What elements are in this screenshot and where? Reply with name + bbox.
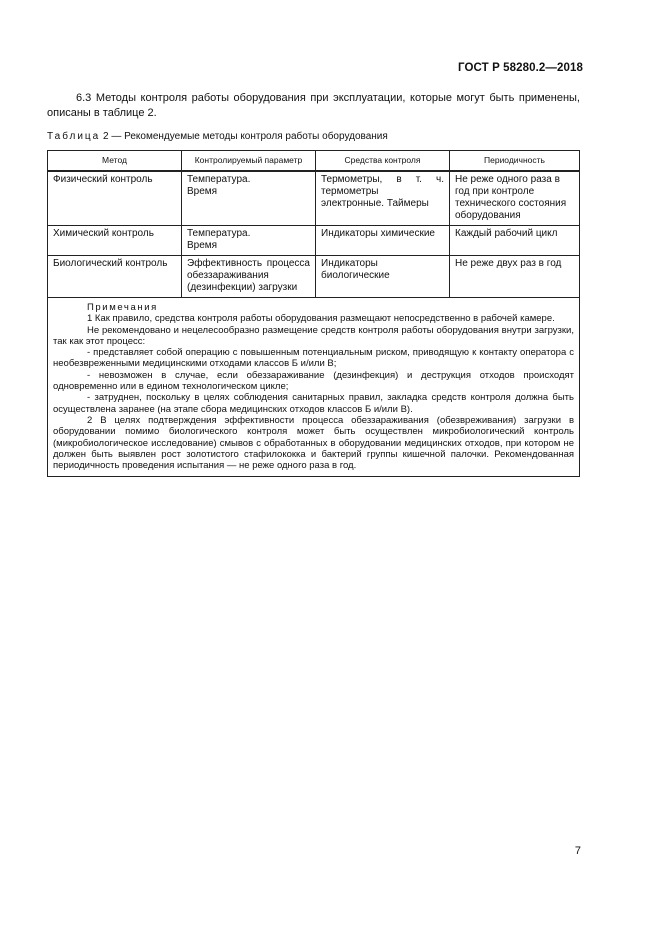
method-cell: Биологический контроль <box>48 256 182 298</box>
table-caption-text: 2 — Рекомендуемые методы контроля работы оборудования <box>103 131 388 142</box>
notes-cell <box>48 298 580 477</box>
table-row <box>48 256 580 298</box>
header-periodicity: Периодичность <box>450 151 580 172</box>
means-cell: Индикаторы химические <box>316 226 450 256</box>
periodicity-cell: Не реже одного раза в год при контроле технического состояния оборудования <box>450 171 580 226</box>
header-means: Средства контроля <box>316 151 450 172</box>
intro-paragraph: 6.3 Методы контроля работы оборудования при эксплуатации, которые могут быть применены, описаны в таблице 2. <box>47 92 580 119</box>
means-cell: Индикаторы биологические <box>316 256 450 298</box>
parameter-line: Температура. <box>187 174 251 185</box>
header-method: Метод <box>48 151 182 172</box>
parameter-line: Время <box>187 240 218 251</box>
note-paragraph: - затруднен, поскольку в целях соблюдения санитарных правил, закладка средств контроля должна быть осуществлена заранее (на этапе сбора медицинских отходов классов Б и/или В). <box>53 392 574 415</box>
notes-title: Примечания <box>87 302 158 313</box>
note-paragraph: - невозможен в случае, если обеззараживание (дезинфекция) и деструкция отходов происходят одновременно или в едином технологическом цикле; <box>53 369 574 393</box>
note-paragraph: 1 Как правило, средства контроля работы оборудования размещают непосредственно в рабочей камере. <box>87 313 555 325</box>
header-parameter: Контролируемый параметр <box>182 151 316 172</box>
method-cell: Физический контроль <box>48 171 182 226</box>
parameter-line: Температура. <box>187 228 251 239</box>
parameter-cell: Эффективность процесса обеззараживания (дезинфекции) загрузки <box>182 256 316 298</box>
notes-row <box>48 298 580 477</box>
periodicity-cell: Каждый рабочий цикл <box>450 226 580 256</box>
method-cell: Химический контроль <box>48 226 182 256</box>
means-cell: Термометры, в т. ч. термометры электронные. Таймеры <box>316 171 450 226</box>
table-caption-word: Таблица <box>47 131 101 142</box>
note-paragraph: 2 В целях подтверждения эффективности процесса обеззараживания (обезвреживания) загрузки в оборудовании помимо биологического контроля может быть осуществлен микробиологический контроль (микробиологическое исследование) смывов с обработанных в оборудовании медицинских отходов, при котором не должен быть выявлен рост золотистого стафилококка и бактерий группы кишечной палочки. Рекомендованная периодичность проведения испытания — не реже одного раза в год. <box>53 414 574 472</box>
note-paragraph: - представляет собой операцию с повышенным потенциальным риском, приводящую к контакту оператора с необезвреженными медицинскими отходами классов Б и/или В; <box>53 347 574 370</box>
page-number: 7 <box>574 845 581 857</box>
standard-designation: ГОСТ Р 58280.2—2018 <box>458 62 583 74</box>
table-caption <box>47 131 587 142</box>
note-paragraph: Не рекомендовано и нецелесообразно размещение средств контроля работы оборудования внутри загрузки, так как этот процесс: <box>53 324 574 347</box>
parameter-cell <box>182 226 316 256</box>
table-header-row <box>48 151 580 172</box>
parameter-cell <box>182 171 316 226</box>
table-row <box>48 171 580 226</box>
methods-table <box>47 150 580 477</box>
periodicity-cell: Не реже двух раз в год <box>450 256 580 298</box>
parameter-line: Время <box>187 186 218 197</box>
table-row <box>48 226 580 256</box>
